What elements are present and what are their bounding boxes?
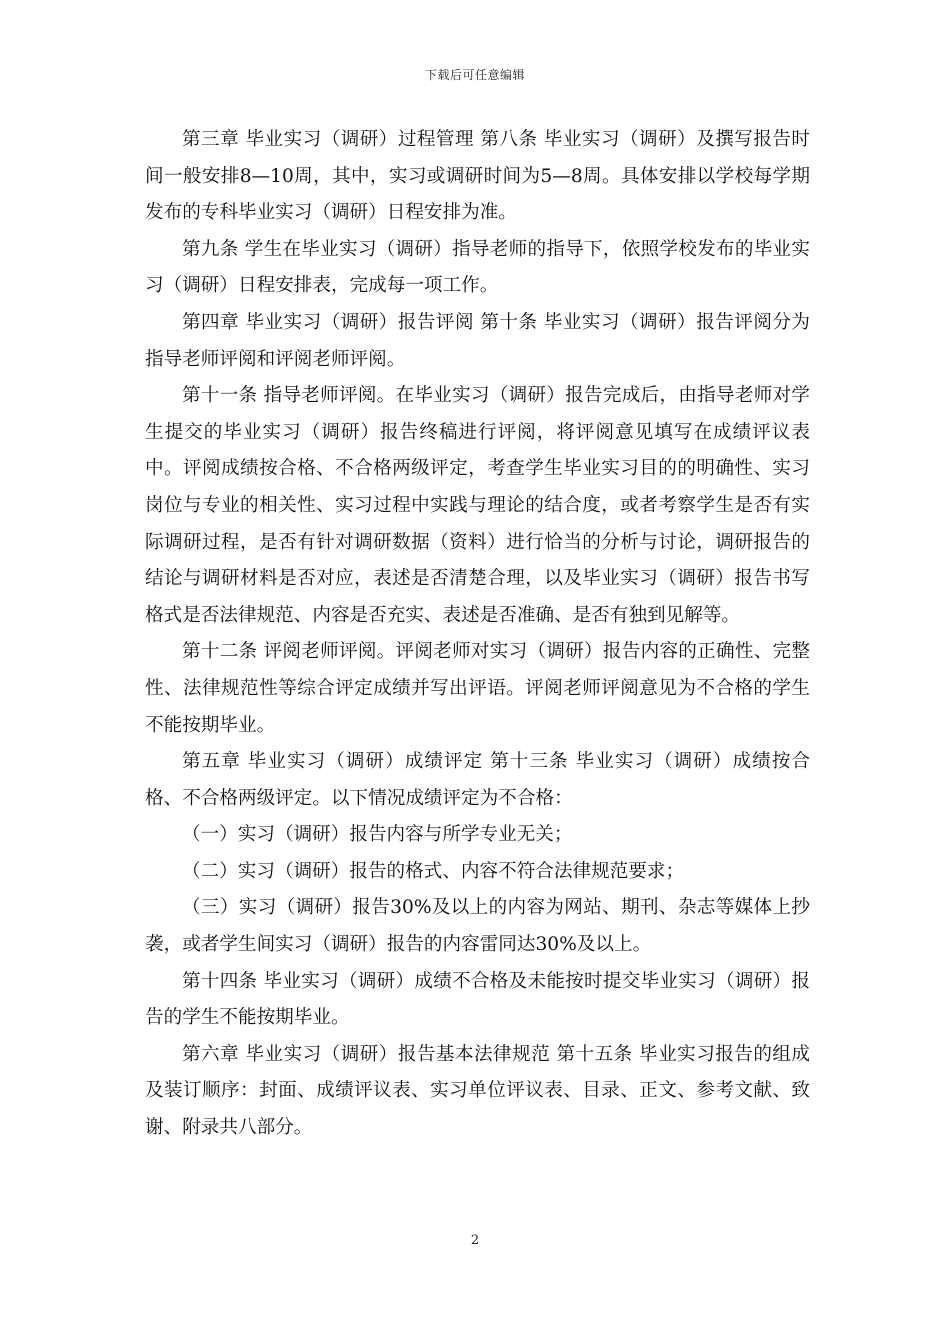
paragraph-chapter-4-article-10: 第四章 毕业实习（调研）报告评阅 第十条 毕业实习（调研）报告评阅分为指导老师评阅和评阅老师评阅。 bbox=[145, 311, 810, 370]
document-body bbox=[145, 122, 810, 1147]
paragraph-article-9: 第九条 学生在毕业实习（调研）指导老师的指导下，依照学校发布的毕业实习（调研）日程安排表，完成每一项工作。 bbox=[145, 238, 810, 297]
paragraph-chapter-6-article-15: 第六章 毕业实习（调研）报告基本法律规范 第十五条 毕业实习报告的组成及装订顺序：封面、成绩评议表、实习单位评议表、目录、正文、参考文献、致谢、附录共八部分。 bbox=[145, 1043, 810, 1139]
paragraph-item-3: （三）实习（调研）报告30%及以上的内容为网站、期刊、杂志等媒体上抄袭，或者学生间实习（调研）报告的内容雷同达30%及以上。 bbox=[145, 897, 810, 956]
paragraph-article-11: 第十一条 指导老师评阅。在毕业实习（调研）报告完成后，由指导老师对学生提交的毕业实习（调研）报告终稿进行评阅，将评阅意见填写在成绩评议表中。评阅成绩按合格、不合格两级评定，考查学生毕业实习目的的明确性、实习岗位与专业的相关性、实习过程中实践与理论的结合度，或者考察学生是否有实际调研过程，是否有针对调研数据（资料）进行恰当的分析与讨论，调研报告的结论与调研材料是否对应，表述是否清楚合理，以及毕业实习（调研）报告书写格式是否法律规范、内容是否充实、表述是否准确、是否有独到见解等。 bbox=[145, 385, 810, 626]
paragraph-item-1: （一）实习（调研）报告内容与所学专业无关； bbox=[182, 824, 573, 846]
paragraph-article-14: 第十四条 毕业实习（调研）成绩不合格及未能按时提交毕业实习（调研）报告的学生不能按期毕业。 bbox=[145, 970, 810, 1029]
paragraph-article-12: 第十二条 评阅老师评阅。评阅老师对实习（调研）报告内容的正确性、完整性、法律规范性等综合评定成绩并写出评语。评阅老师评阅意见为不合格的学生不能按期毕业。 bbox=[145, 641, 810, 736]
paragraph-item-2: （二）实习（调研）报告的格式、内容不符合法律规范要求； bbox=[182, 860, 685, 882]
page-number: 2 bbox=[470, 1233, 480, 1248]
page-header-note: 下载后可任意编辑 bbox=[424, 68, 525, 82]
paragraph-chapter-5-article-13: 第五章 毕业实习（调研）成绩评定 第十三条 毕业实习（调研）成绩按合格、不合格两级评定。以下情况成绩评定为不合格： bbox=[145, 751, 810, 809]
paragraph-chapter-3-article-8: 第三章 毕业实习（调研）过程管理 第八条 毕业实习（调研）及撰写报告时间一般安排8—10周，其中，实习或调研时间为5—8周。具体安排以学校每学期发布的专科毕业实习（调研）日程安排为准。 bbox=[145, 129, 810, 224]
